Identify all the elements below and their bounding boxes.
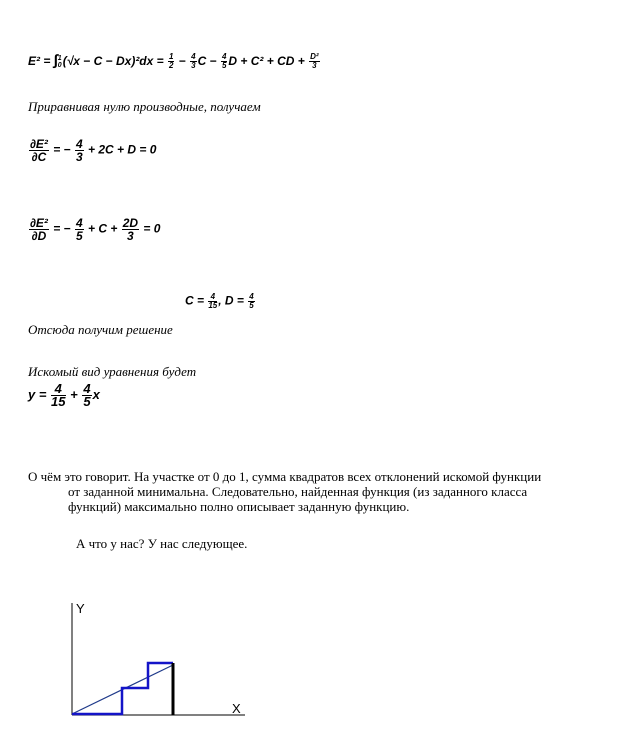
eq1-term-2: C − xyxy=(197,54,220,68)
paragraph-line-2: от заданной минимальна. Следовательно, найденная функция (из заданного класса xyxy=(68,484,528,499)
integral-limits: 1 0 xyxy=(57,54,62,69)
eq3-frac-1: $\frac{4}{5}$ xyxy=(75,216,83,243)
partial-derivative-d: $\frac{\text{∂E²}}{\partial D}$ xyxy=(30,216,48,243)
eq1-body: (√x − C − Dx)²dx = xyxy=(62,54,167,68)
equation-solution-cd xyxy=(185,293,256,310)
step-function-graph xyxy=(60,595,260,725)
equation-final xyxy=(28,383,100,408)
text-solution-intro: Отсюда получим решение xyxy=(28,322,173,337)
eq3-term-2: + C + xyxy=(84,221,121,236)
eq5-lhs: y = xyxy=(28,386,51,402)
eq4-c-lhs: C = xyxy=(185,293,208,308)
eq2-term-1: = − xyxy=(49,142,74,157)
equation-error-integral xyxy=(28,52,321,70)
paragraph-line-3: функций) максимально полно описывает заданную функцию. xyxy=(68,499,410,514)
eq4-d-frac: $\frac{4}{5}$ xyxy=(249,292,254,310)
eq1-frac-2: $\frac{4}{3}$ xyxy=(191,52,196,71)
eq1-frac-1: $\frac{1}{2}$ xyxy=(169,52,174,71)
eq5-frac-2: $\frac{4}{5}$ xyxy=(83,381,91,409)
eq5-frac-1: $\frac{4}{15}$ xyxy=(51,381,66,409)
eq3-frac-2: $\frac{2D}{3}$ xyxy=(122,216,139,243)
equation-derivative-c xyxy=(28,138,156,163)
eq5-plus: + xyxy=(66,386,82,402)
eq1-frac-3: $\frac{4}{5}$ xyxy=(221,52,227,71)
eq1-minus: − xyxy=(175,54,190,68)
eq1-frac-4: $\frac{\text{D²}}{3}$ xyxy=(310,52,319,71)
paragraph-our-case: А что у нас? У нас следующее. xyxy=(76,536,248,551)
eq5-x: x xyxy=(92,386,100,402)
integral-sign: ∫ xyxy=(53,52,58,69)
equation-derivative-d xyxy=(28,217,160,242)
text-derivatives-intro: Приравнивая нулю производные, получаем xyxy=(28,99,261,114)
paragraph-line-1: О чём это говорит. На участке от 0 до 1, сумма квадратов всех отклонений искомой функции xyxy=(28,469,542,484)
eq1-term-3: D + C² + CD + xyxy=(228,54,309,68)
text-equation-intro: Искомый вид уравнения будет xyxy=(28,364,197,379)
eq4-c-frac: $\frac{4}{15}$ xyxy=(208,292,218,310)
eq4-separator: , D = xyxy=(218,293,248,308)
eq3-term-1: = − xyxy=(49,221,74,236)
x-axis-label: X xyxy=(232,701,241,716)
eq1-lhs: E² = xyxy=(28,54,54,68)
partial-derivative-c: $\frac{\text{∂E²}}{\partial C}$ xyxy=(30,137,48,164)
paragraph-explanation xyxy=(28,469,628,514)
eq2-frac: $\frac{4}{3}$ xyxy=(75,137,83,164)
y-axis-label: Y xyxy=(76,601,85,616)
eq2-term-2: + 2C + D = 0 xyxy=(84,142,157,157)
eq3-term-3: = 0 xyxy=(140,221,161,236)
